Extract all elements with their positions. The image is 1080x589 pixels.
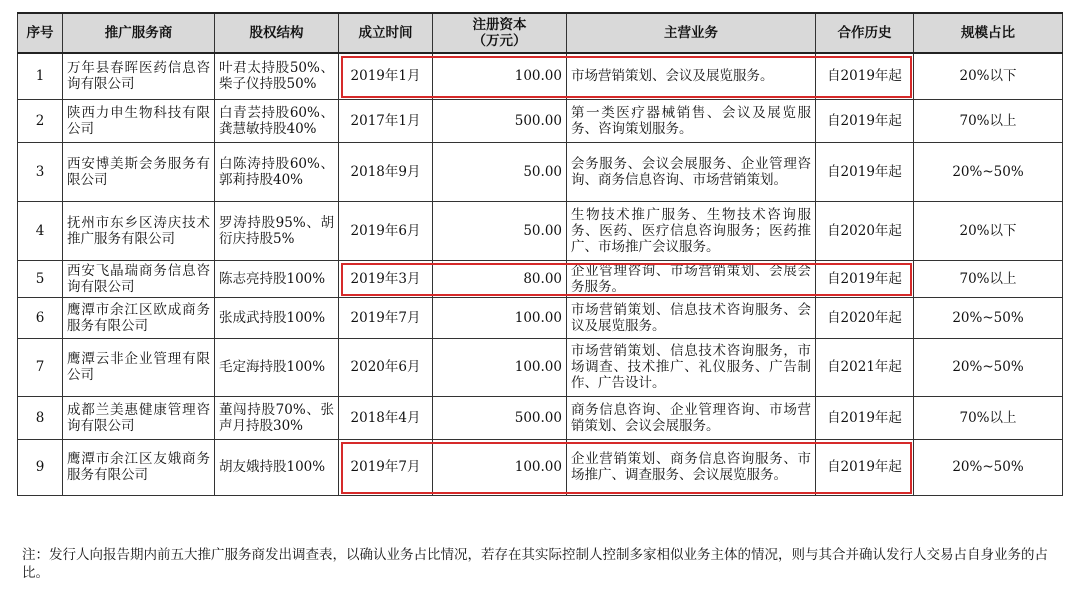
cell-equity: 陈志亮持股100% bbox=[215, 260, 339, 297]
cell-scale: 20%~50% bbox=[914, 439, 1063, 495]
cell-business: 企业营销策划、商务信息咨询服务、市场推广、调查服务、会议展览服务。 bbox=[567, 439, 816, 495]
cell-no: 1 bbox=[18, 53, 63, 99]
header-provider: 推广服务商 bbox=[63, 13, 215, 53]
table-row bbox=[18, 260, 1063, 297]
header-capital-line1: 注册资本 bbox=[472, 17, 527, 33]
cell-founded: 2019年6月 bbox=[339, 201, 433, 260]
cell-provider-name: 鹰潭云非企业管理有限公司 bbox=[63, 338, 215, 396]
cell-provider-name: 鹰潭市余江区友娥商务服务有限公司 bbox=[63, 439, 215, 495]
promotion-service-provider-table bbox=[17, 12, 1063, 496]
cell-scale: 20%~50% bbox=[914, 142, 1063, 201]
cell-history: 自2019年起 bbox=[816, 260, 914, 297]
cell-capital: 100.00 bbox=[433, 53, 567, 99]
cell-capital: 100.00 bbox=[433, 297, 567, 338]
header-no: 序号 bbox=[18, 13, 63, 53]
table-row bbox=[18, 142, 1063, 201]
cell-founded: 2019年3月 bbox=[339, 260, 433, 297]
cell-founded: 2019年7月 bbox=[339, 439, 433, 495]
cell-founded: 2019年7月 bbox=[339, 297, 433, 338]
header-capital bbox=[433, 13, 567, 53]
cell-history: 自2020年起 bbox=[816, 297, 914, 338]
table-row bbox=[18, 99, 1063, 142]
cell-capital: 50.00 bbox=[433, 201, 567, 260]
cell-founded: 2018年4月 bbox=[339, 396, 433, 439]
cell-no: 5 bbox=[18, 260, 63, 297]
cell-equity: 张成武持股100% bbox=[215, 297, 339, 338]
cell-scale: 20%以下 bbox=[914, 53, 1063, 99]
cell-equity: 罗涛持股95%、胡衍庆持股5% bbox=[215, 201, 339, 260]
cell-scale: 70%以上 bbox=[914, 99, 1063, 142]
cell-provider-name: 鹰潭市余江区欧成商务服务有限公司 bbox=[63, 297, 215, 338]
cell-history: 自2019年起 bbox=[816, 396, 914, 439]
cell-capital: 50.00 bbox=[433, 142, 567, 201]
cell-capital: 500.00 bbox=[433, 99, 567, 142]
cell-business: 会务服务、会议会展服务、企业管理咨询、商务信息咨询、市场营销策划。 bbox=[567, 142, 816, 201]
footnote: 注：发行人向报告期内前五大推广服务商发出调查表，以确认业务占比情况，若存在其实际控制人控制多家相似业务主体的情况，则与其合并确认发行人交易占自身业务的占比。 bbox=[22, 547, 1048, 581]
cell-founded: 2020年6月 bbox=[339, 338, 433, 396]
cell-scale: 70%以上 bbox=[914, 260, 1063, 297]
table-body bbox=[18, 53, 1063, 495]
cell-business: 第一类医疗器械销售、会议及展览服务、咨询策划服务。 bbox=[567, 99, 816, 142]
header-history: 合作历史 bbox=[816, 13, 914, 53]
table-row bbox=[18, 338, 1063, 396]
cell-no: 4 bbox=[18, 201, 63, 260]
cell-business: 企业管理咨询、市场营销策划、会展会务服务。 bbox=[567, 260, 816, 297]
table-row bbox=[18, 297, 1063, 338]
cell-scale: 20%以下 bbox=[914, 201, 1063, 260]
table-row bbox=[18, 396, 1063, 439]
cell-provider-name: 成都兰美惠健康管理咨询有限公司 bbox=[63, 396, 215, 439]
table-row bbox=[18, 439, 1063, 495]
table-row bbox=[18, 201, 1063, 260]
cell-business: 市场营销策划、信息技术咨询服务，市场调查、技术推广、礼仪服务、广告制作、广告设计。 bbox=[567, 338, 816, 396]
cell-equity: 叶君太持股50%、柴子仪持股50% bbox=[215, 53, 339, 99]
cell-history: 自2019年起 bbox=[816, 99, 914, 142]
header-capital-line2: （万元） bbox=[472, 33, 527, 49]
table-header-row bbox=[18, 13, 1063, 53]
header-business: 主营业务 bbox=[567, 13, 816, 53]
cell-scale: 20%~50% bbox=[914, 338, 1063, 396]
cell-no: 2 bbox=[18, 99, 63, 142]
cell-equity: 白陈涛持股60%、郭莉持股40% bbox=[215, 142, 339, 201]
cell-scale: 70%以上 bbox=[914, 396, 1063, 439]
cell-capital: 80.00 bbox=[433, 260, 567, 297]
cell-equity: 胡友娥持股100% bbox=[215, 439, 339, 495]
cell-capital: 500.00 bbox=[433, 396, 567, 439]
cell-provider-name: 万年县春晖医药信息咨询有限公司 bbox=[63, 53, 215, 99]
cell-business: 生物技术推广服务、生物技术咨询服务、医药、医疗信息咨询服务；医药推广、市场推广会议服务。 bbox=[567, 201, 816, 260]
header-founded: 成立时间 bbox=[339, 13, 433, 53]
cell-history: 自2019年起 bbox=[816, 142, 914, 201]
cell-history: 自2019年起 bbox=[816, 53, 914, 99]
cell-history: 自2020年起 bbox=[816, 201, 914, 260]
cell-no: 8 bbox=[18, 396, 63, 439]
header-equity: 股权结构 bbox=[215, 13, 339, 53]
cell-equity: 白青芸持股60%、龚慧敏持股40% bbox=[215, 99, 339, 142]
cell-no: 9 bbox=[18, 439, 63, 495]
cell-capital: 100.00 bbox=[433, 338, 567, 396]
cell-provider-name: 抚州市东乡区涛庆技术推广服务有限公司 bbox=[63, 201, 215, 260]
header-scale: 规模占比 bbox=[914, 13, 1063, 53]
cell-history: 自2021年起 bbox=[816, 338, 914, 396]
cell-no: 3 bbox=[18, 142, 63, 201]
cell-founded: 2019年1月 bbox=[339, 53, 433, 99]
table-row bbox=[18, 53, 1063, 99]
cell-business: 市场营销策划、信息技术咨询服务、会议及展览服务。 bbox=[567, 297, 816, 338]
cell-equity: 董闯持股70%、张声月持股30% bbox=[215, 396, 339, 439]
cell-capital: 100.00 bbox=[433, 439, 567, 495]
cell-provider-name: 西安博美斯会务服务有限公司 bbox=[63, 142, 215, 201]
cell-equity: 毛定海持股100% bbox=[215, 338, 339, 396]
cell-no: 6 bbox=[18, 297, 63, 338]
cell-founded: 2017年1月 bbox=[339, 99, 433, 142]
cell-history: 自2019年起 bbox=[816, 439, 914, 495]
table-container bbox=[17, 12, 1062, 496]
cell-business: 商务信息咨询、企业管理咨询、市场营销策划、会议会展服务。 bbox=[567, 396, 816, 439]
cell-founded: 2018年9月 bbox=[339, 142, 433, 201]
cell-business: 市场营销策划、会议及展览服务。 bbox=[567, 53, 816, 99]
cell-provider-name: 陕西力申生物科技有限公司 bbox=[63, 99, 215, 142]
cell-provider-name: 西安飞晶瑞商务信息咨询有限公司 bbox=[63, 260, 215, 297]
cell-scale: 20%~50% bbox=[914, 297, 1063, 338]
cell-no: 7 bbox=[18, 338, 63, 396]
